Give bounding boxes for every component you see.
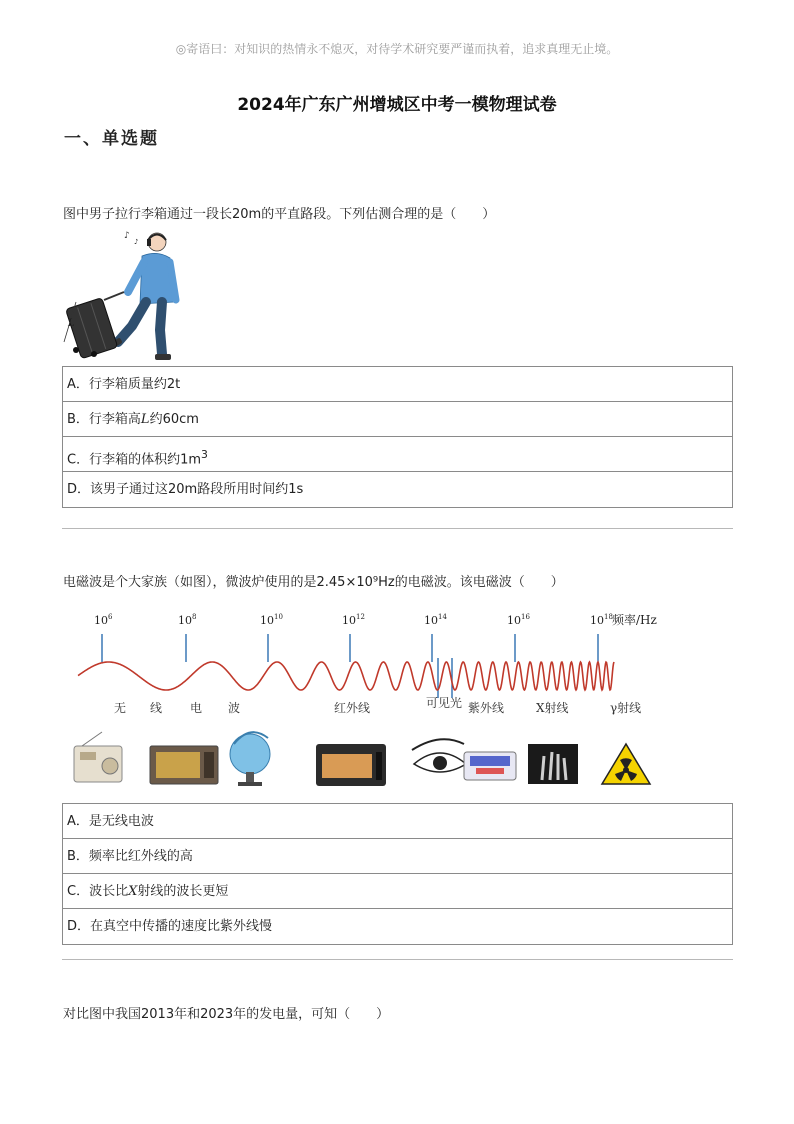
separator <box>62 959 733 960</box>
suitcase-height-label: L <box>68 318 75 329</box>
microwave-icon <box>150 746 218 784</box>
frequency-tick-label: $10^6$ <box>94 613 113 627</box>
frequency-tick-label: $10^{14}$ <box>424 613 447 627</box>
option-1c-text: C．行李箱的体积约1m <box>67 452 202 468</box>
option-2c-suffix: 射线的波长更短 <box>137 884 229 899</box>
question-1-stem: 图中男子拉行李箱通过一段长20m的平直路段。下列估测合理的是（ ） <box>63 207 496 222</box>
frequency-tick-label: $10^8$ <box>178 613 197 627</box>
option-1b[interactable] <box>63 402 732 437</box>
band-label: 无 <box>114 701 127 715</box>
frequency-tick-label: $10^{18}$ <box>590 613 613 627</box>
uv-lamp-icon <box>464 752 516 780</box>
frequency-unit-label: 频率/Hz <box>612 613 657 627</box>
band-label: 可见光 <box>426 696 463 710</box>
eye-icon <box>412 739 466 772</box>
music-note-icon: ♪ <box>134 238 139 246</box>
question-2-stem: 电磁波是个大家族（如图），微波炉使用的是2.45×10⁹Hz的电磁波。该电磁波（ ） <box>63 575 564 590</box>
option-1a[interactable]: A．行李箱质量约2t <box>63 367 732 402</box>
radiation-icon <box>602 744 650 784</box>
frequency-tick-label: $10^{10}$ <box>260 613 283 627</box>
oven-icon <box>316 744 386 786</box>
option-2b[interactable]: B．频率比红外线的高 <box>63 839 732 874</box>
option-2c-variable: X <box>128 884 138 899</box>
option-1b-suffix: 约60cm <box>149 412 199 427</box>
satellite-dish-icon <box>230 732 270 786</box>
option-1b-text: B．行李箱高 <box>67 412 141 427</box>
separator <box>62 528 733 529</box>
question-3-stem: 对比图中我国2013年和2023年的发电量，可知（ ） <box>63 1007 390 1022</box>
page-title: 2024年广东广州增城区中考一模物理试卷 <box>237 95 557 115</box>
xray-hand-icon <box>528 744 578 784</box>
music-note-icon: ♪ <box>124 231 130 241</box>
band-label: γ射线 <box>610 701 642 715</box>
option-1c[interactable] <box>63 437 732 472</box>
band-label: 红外线 <box>334 701 371 715</box>
option-1d[interactable]: D．该男子通过这20m路段所用时间约1s <box>67 482 304 497</box>
option-2d[interactable]: D．在真空中传播的速度比紫外线慢 <box>67 919 273 934</box>
option-2a[interactable]: A．是无线电波 <box>63 804 732 839</box>
frequency-tick-label: $10^{16}$ <box>507 613 530 627</box>
question-1-options <box>62 366 733 508</box>
band-label: 线 <box>150 701 163 715</box>
option-2c-text: C．波长比 <box>67 884 129 899</box>
option-1c-exponent: 3 <box>201 448 208 461</box>
em-wave <box>78 662 614 690</box>
motto-text: ◎寄语曰：对知识的热情永不熄灭，对待学术研究要严谨而执着，追求真理无止境。 <box>175 42 619 56</box>
section-title: 一、单选题 <box>64 129 159 149</box>
option-2c[interactable] <box>63 874 732 909</box>
band-label: 波 <box>228 701 241 715</box>
band-label: X射线 <box>536 701 569 715</box>
option-1b-variable: L <box>140 412 150 427</box>
frequency-tick-label: $10^{12}$ <box>342 613 365 627</box>
man-with-suitcase-illustration <box>62 226 182 366</box>
radio-icon <box>74 732 122 782</box>
question-2-options <box>62 803 733 945</box>
band-label: 电 <box>190 701 203 715</box>
band-label: 紫外线 <box>468 701 505 715</box>
em-spectrum-figure <box>62 604 733 794</box>
